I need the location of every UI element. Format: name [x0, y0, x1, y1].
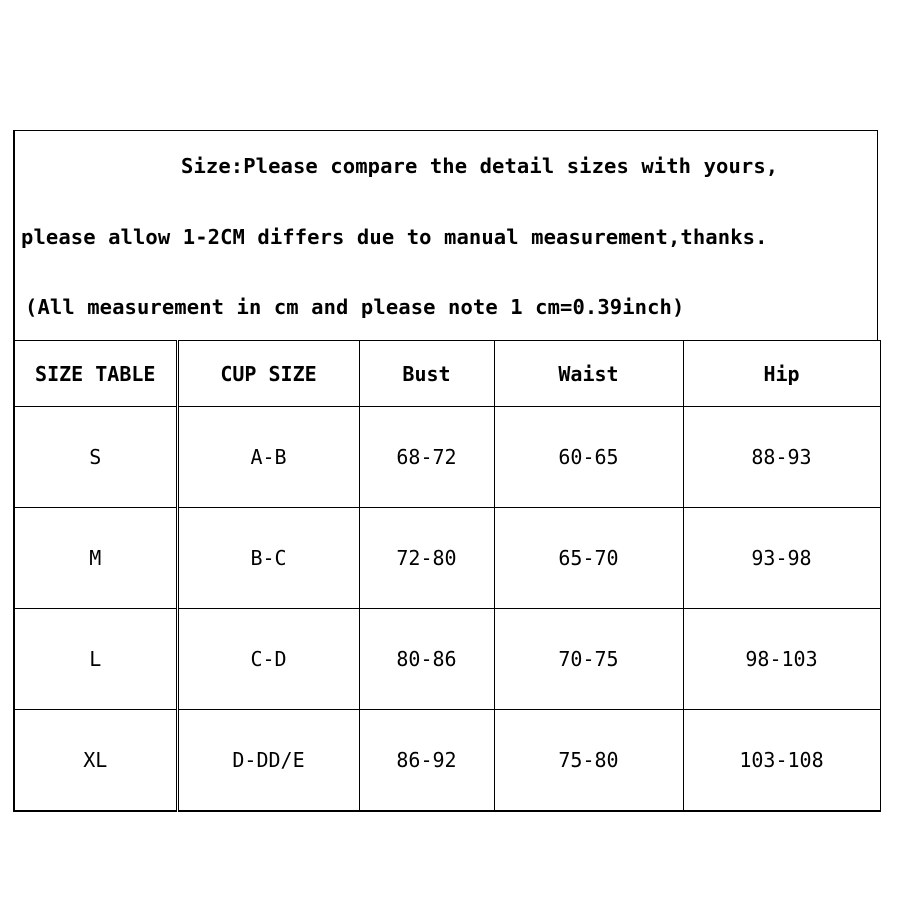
cell-bust: 86-92 [359, 710, 494, 812]
cell-size: M [14, 508, 177, 609]
table-row [14, 609, 880, 710]
header-hip: Hip [683, 341, 880, 407]
cell-cup-size: B-C [177, 508, 359, 609]
notice-line-compare: Size:Please compare the detail sizes with yours, [181, 154, 779, 178]
cell-bust: 80-86 [359, 609, 494, 710]
size-table [13, 340, 881, 812]
notice-line-units: (All measurement in cm and please note 1 cm=0.39inch) [25, 295, 685, 319]
table-header-row [14, 341, 880, 407]
cell-size: S [14, 407, 177, 508]
header-bust: Bust [359, 341, 494, 407]
cell-waist: 60-65 [494, 407, 683, 508]
cell-hip: 103-108 [683, 710, 880, 812]
cell-bust: 68-72 [359, 407, 494, 508]
header-cup-size: CUP SIZE [177, 341, 359, 407]
size-chart [13, 130, 879, 814]
cell-hip: 88-93 [683, 407, 880, 508]
cell-waist: 75-80 [494, 710, 683, 812]
table-row [14, 407, 880, 508]
cell-size: XL [14, 710, 177, 812]
notice-line-allowance: please allow 1-2CM differs due to manual measurement,thanks. [21, 225, 774, 249]
cell-waist: 70-75 [494, 609, 683, 710]
measurement-notice [13, 130, 878, 340]
cell-cup-size: D-DD/E [177, 710, 359, 812]
table-row [14, 710, 880, 812]
cell-waist: 65-70 [494, 508, 683, 609]
header-waist: Waist [494, 341, 683, 407]
cell-cup-size: C-D [177, 609, 359, 710]
cell-cup-size: A-B [177, 407, 359, 508]
cell-hip: 98-103 [683, 609, 880, 710]
header-size-table: SIZE TABLE [14, 341, 177, 407]
cell-bust: 72-80 [359, 508, 494, 609]
cell-hip: 93-98 [683, 508, 880, 609]
cell-size: L [14, 609, 177, 710]
table-row [14, 508, 880, 609]
